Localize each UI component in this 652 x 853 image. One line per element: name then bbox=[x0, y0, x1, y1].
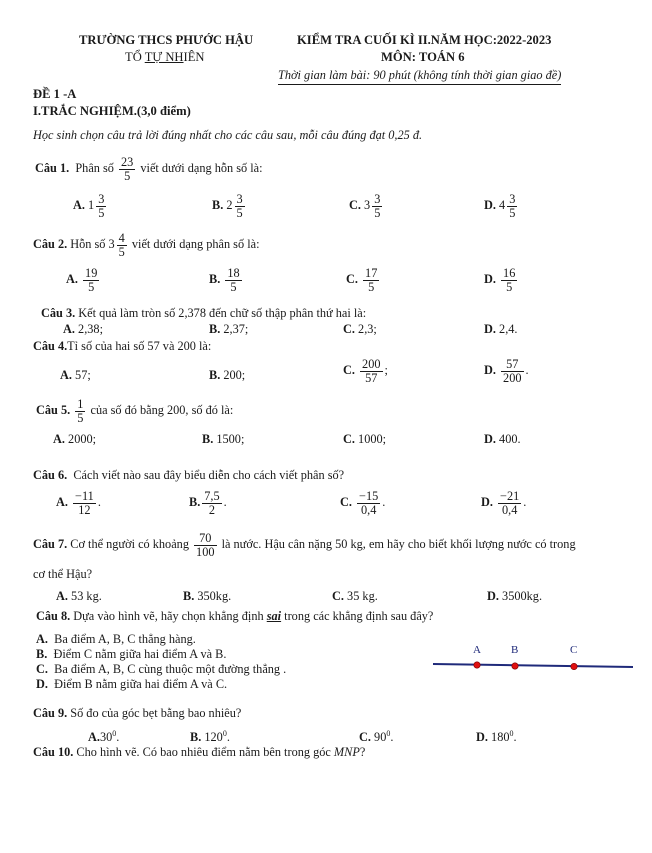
question-text: Cơ thể người có khoảng bbox=[70, 537, 189, 552]
option-b[interactable]: B. 2 $\frac{3}{5}$ bbox=[212, 192, 243, 220]
question-label: Câu 5. bbox=[36, 403, 71, 418]
option-b[interactable]: B. Điểm C nằm giữa hai điểm A và B. bbox=[36, 647, 227, 661]
point-label-b: B bbox=[511, 644, 519, 656]
option-a[interactable]: A. $\frac{-11}{12}$ . bbox=[56, 489, 101, 517]
option-d[interactable]: D. 2,4. bbox=[484, 322, 518, 336]
question-label: Câu 8. bbox=[36, 609, 71, 623]
question-text: Số đo của góc bẹt bằng bao nhiêu? bbox=[70, 706, 242, 720]
instruction: Học sinh chọn câu trả lời đúng nhất cho các câu sau, mỗi câu đúng đạt 0,25 đ. bbox=[33, 128, 423, 142]
question-4 bbox=[33, 339, 211, 354]
question-text: Hỗn số bbox=[70, 237, 106, 252]
denominator: 5 bbox=[124, 168, 131, 183]
option-d[interactable]: D. $\frac{-21}{0,4}$ . bbox=[481, 489, 527, 517]
question-9 bbox=[33, 706, 241, 721]
option-d[interactable]: D. $\frac{57}{200}$ . bbox=[484, 357, 529, 385]
option-d[interactable]: D. 3500kg. bbox=[487, 589, 543, 603]
option-c[interactable]: C. 2,3; bbox=[343, 322, 377, 336]
point-label-a: A bbox=[473, 644, 481, 656]
option-b[interactable]: B. $\frac{7,5}{2}$ . bbox=[189, 489, 227, 517]
question-text: Dựa vào hình vẽ, hãy chọn khẳng định bbox=[73, 609, 264, 623]
school-name: TRƯỜNG THCS PHƯỚC HẬU bbox=[79, 33, 254, 47]
question-text: Tỉ số của hai số 57 và 200 là: bbox=[67, 339, 212, 353]
question-text: viết dưới dạng phân số là: bbox=[131, 237, 260, 252]
option-b[interactable]: B. 1500; bbox=[202, 432, 245, 446]
option-d[interactable]: D. $\frac{16}{5}$ bbox=[484, 266, 516, 294]
question-1 bbox=[35, 156, 263, 183]
numerator: 23 bbox=[121, 155, 134, 169]
question-label: Câu 2. bbox=[33, 237, 68, 252]
question-label: Câu 10. bbox=[33, 745, 74, 759]
question-2: Câu 2. Hỗn số 3 $\frac{4}{5}$ viết dưới dạng phân số là: bbox=[33, 231, 260, 259]
fraction: $\frac{200}{57}$ bbox=[362, 357, 381, 385]
fraction: $\frac{3}{5}$ bbox=[236, 192, 243, 220]
question-label: Câu 7. bbox=[33, 537, 68, 552]
question-text: Cách viết nào sau đây biểu diễn cho cách viết phân số? bbox=[73, 468, 345, 482]
fraction: $\frac{1}{5}$ bbox=[77, 397, 84, 425]
option-b[interactable]: B. 350kg. bbox=[183, 589, 232, 603]
option-a[interactable]: A. 57; bbox=[60, 368, 91, 382]
angle-name: MNP bbox=[333, 745, 360, 759]
option-d[interactable]: D. $180^0$. bbox=[476, 729, 517, 745]
fraction: $\frac{4}{5}$ bbox=[118, 231, 125, 259]
question-3 bbox=[41, 306, 366, 321]
question-5 bbox=[36, 398, 233, 425]
option-c[interactable]: C. $\frac{-15}{0,4}$ . bbox=[340, 489, 386, 517]
question-label: Câu 3. bbox=[41, 306, 76, 320]
option-a[interactable]: A. Ba điểm A, B, C thẳng hàng. bbox=[36, 632, 196, 646]
question-7 bbox=[33, 532, 576, 559]
fraction bbox=[119, 156, 135, 183]
fraction: $\frac{19}{5}$ bbox=[85, 266, 98, 294]
question-text: trong các khẳng định sau đây? bbox=[284, 609, 434, 623]
department-underlined: TỰ NH bbox=[144, 50, 184, 64]
option-d[interactable]: D. 4 $\frac{3}{5}$ bbox=[484, 192, 516, 220]
question-text: là nước. Hậu cân nặng 50 kg, em hãy cho biết khối lượng nước có trong bbox=[221, 537, 576, 552]
option-a[interactable]: A. 2,38; bbox=[63, 322, 103, 336]
question-8 bbox=[36, 609, 433, 624]
point-c bbox=[571, 663, 577, 669]
option-b[interactable]: B. 2,37; bbox=[209, 322, 249, 336]
emphasis-word: sai bbox=[266, 609, 282, 623]
time-note: Thời gian làm bài: 90 phút (không tính thời gian giao đề) bbox=[278, 68, 561, 85]
fraction: $\frac{18}{5}$ bbox=[227, 266, 240, 294]
fraction: $\frac{3}{5}$ bbox=[98, 192, 105, 220]
question-label: Câu 6. bbox=[33, 468, 68, 482]
option-b[interactable]: B. $\frac{18}{5}$ bbox=[209, 266, 240, 294]
department-suffix: IÊN bbox=[183, 50, 205, 64]
question-text: Kết quả làm tròn số 2,378 đến chữ số thập phân thứ hai là: bbox=[78, 306, 367, 320]
option-b[interactable]: B. $120^0$. bbox=[190, 729, 230, 745]
subject: MÔN: TOÁN 6 bbox=[381, 50, 465, 64]
option-c[interactable]: C. 35 kg. bbox=[332, 589, 378, 603]
question-6 bbox=[33, 468, 344, 483]
fraction: $\frac{-21}{0,4}$ bbox=[500, 489, 520, 517]
section-title: I.TRẮC NGHIỆM.(3,0 điểm) bbox=[33, 104, 191, 118]
option-d[interactable]: D. Điểm B nằm giữa hai điểm A và C. bbox=[36, 677, 228, 691]
point-a bbox=[474, 662, 480, 668]
option-a[interactable]: A. $\frac{19}{5}$ bbox=[66, 266, 98, 294]
option-c[interactable]: C. Ba điểm A, B, C cùng thuộc một đường thẳng . bbox=[36, 662, 287, 676]
question-10 bbox=[33, 745, 365, 760]
question-label: Câu 9. bbox=[33, 706, 68, 720]
option-a[interactable]: A. 1 $\frac{3}{5}$ bbox=[73, 192, 105, 220]
question-text: của số đó bằng 200, số đó là: bbox=[90, 403, 234, 418]
question-text: Cho hình vẽ. Có bao nhiêu điểm nằm bên trong góc bbox=[76, 745, 331, 759]
line-figure bbox=[430, 640, 635, 675]
question-label: Câu 4. bbox=[33, 339, 68, 353]
fraction: $\frac{16}{5}$ bbox=[503, 266, 516, 294]
option-a[interactable]: $A.30^0$. bbox=[88, 729, 120, 745]
option-b[interactable]: B. 200; bbox=[209, 368, 246, 382]
option-c[interactable]: C. $\frac{200}{57}$ ; bbox=[343, 357, 388, 385]
fraction: $\frac{3}{5}$ bbox=[374, 192, 381, 220]
question-text: Phân số bbox=[75, 161, 114, 176]
question-7-line-2: cơ thể Hậu? bbox=[33, 567, 93, 581]
department bbox=[125, 50, 205, 65]
straight-line bbox=[433, 664, 633, 667]
exam-title: KIỂM TRA CUỐI KÌ II.NĂM HỌC:2022-2023 bbox=[297, 33, 552, 47]
fraction: $\frac{57}{200}$ bbox=[503, 357, 522, 385]
point-b bbox=[512, 663, 518, 669]
option-c[interactable]: C. 3 $\frac{3}{5}$ bbox=[349, 192, 381, 220]
option-c[interactable]: C. 1000; bbox=[343, 432, 387, 446]
question-text: ? bbox=[359, 745, 366, 759]
fraction: $\frac{3}{5}$ bbox=[509, 192, 516, 220]
question-text: viết dưới dạng hỗn số là: bbox=[140, 161, 263, 176]
fraction: $\frac{-15}{0,4}$ bbox=[359, 489, 379, 517]
option-d[interactable]: D. 400. bbox=[484, 432, 521, 446]
option-a[interactable]: A. 53 kg. bbox=[56, 589, 102, 603]
point-label-c: C bbox=[570, 644, 578, 656]
question-label: Câu 1. bbox=[35, 161, 70, 176]
fraction: $\frac{70}{100}$ bbox=[196, 531, 215, 559]
department-prefix: TỔ bbox=[125, 50, 145, 64]
option-c[interactable]: C. $90^0$. bbox=[359, 729, 394, 745]
option-c[interactable]: C. $\frac{17}{5}$ bbox=[346, 266, 378, 294]
fraction: $\frac{7,5}{2}$ bbox=[204, 489, 220, 517]
fraction: $\frac{-11}{12}$ bbox=[75, 489, 94, 517]
option-a[interactable]: A. 2000; bbox=[53, 432, 97, 446]
exam-code: ĐỀ 1 -A bbox=[33, 87, 77, 101]
fraction: $\frac{17}{5}$ bbox=[365, 266, 378, 294]
